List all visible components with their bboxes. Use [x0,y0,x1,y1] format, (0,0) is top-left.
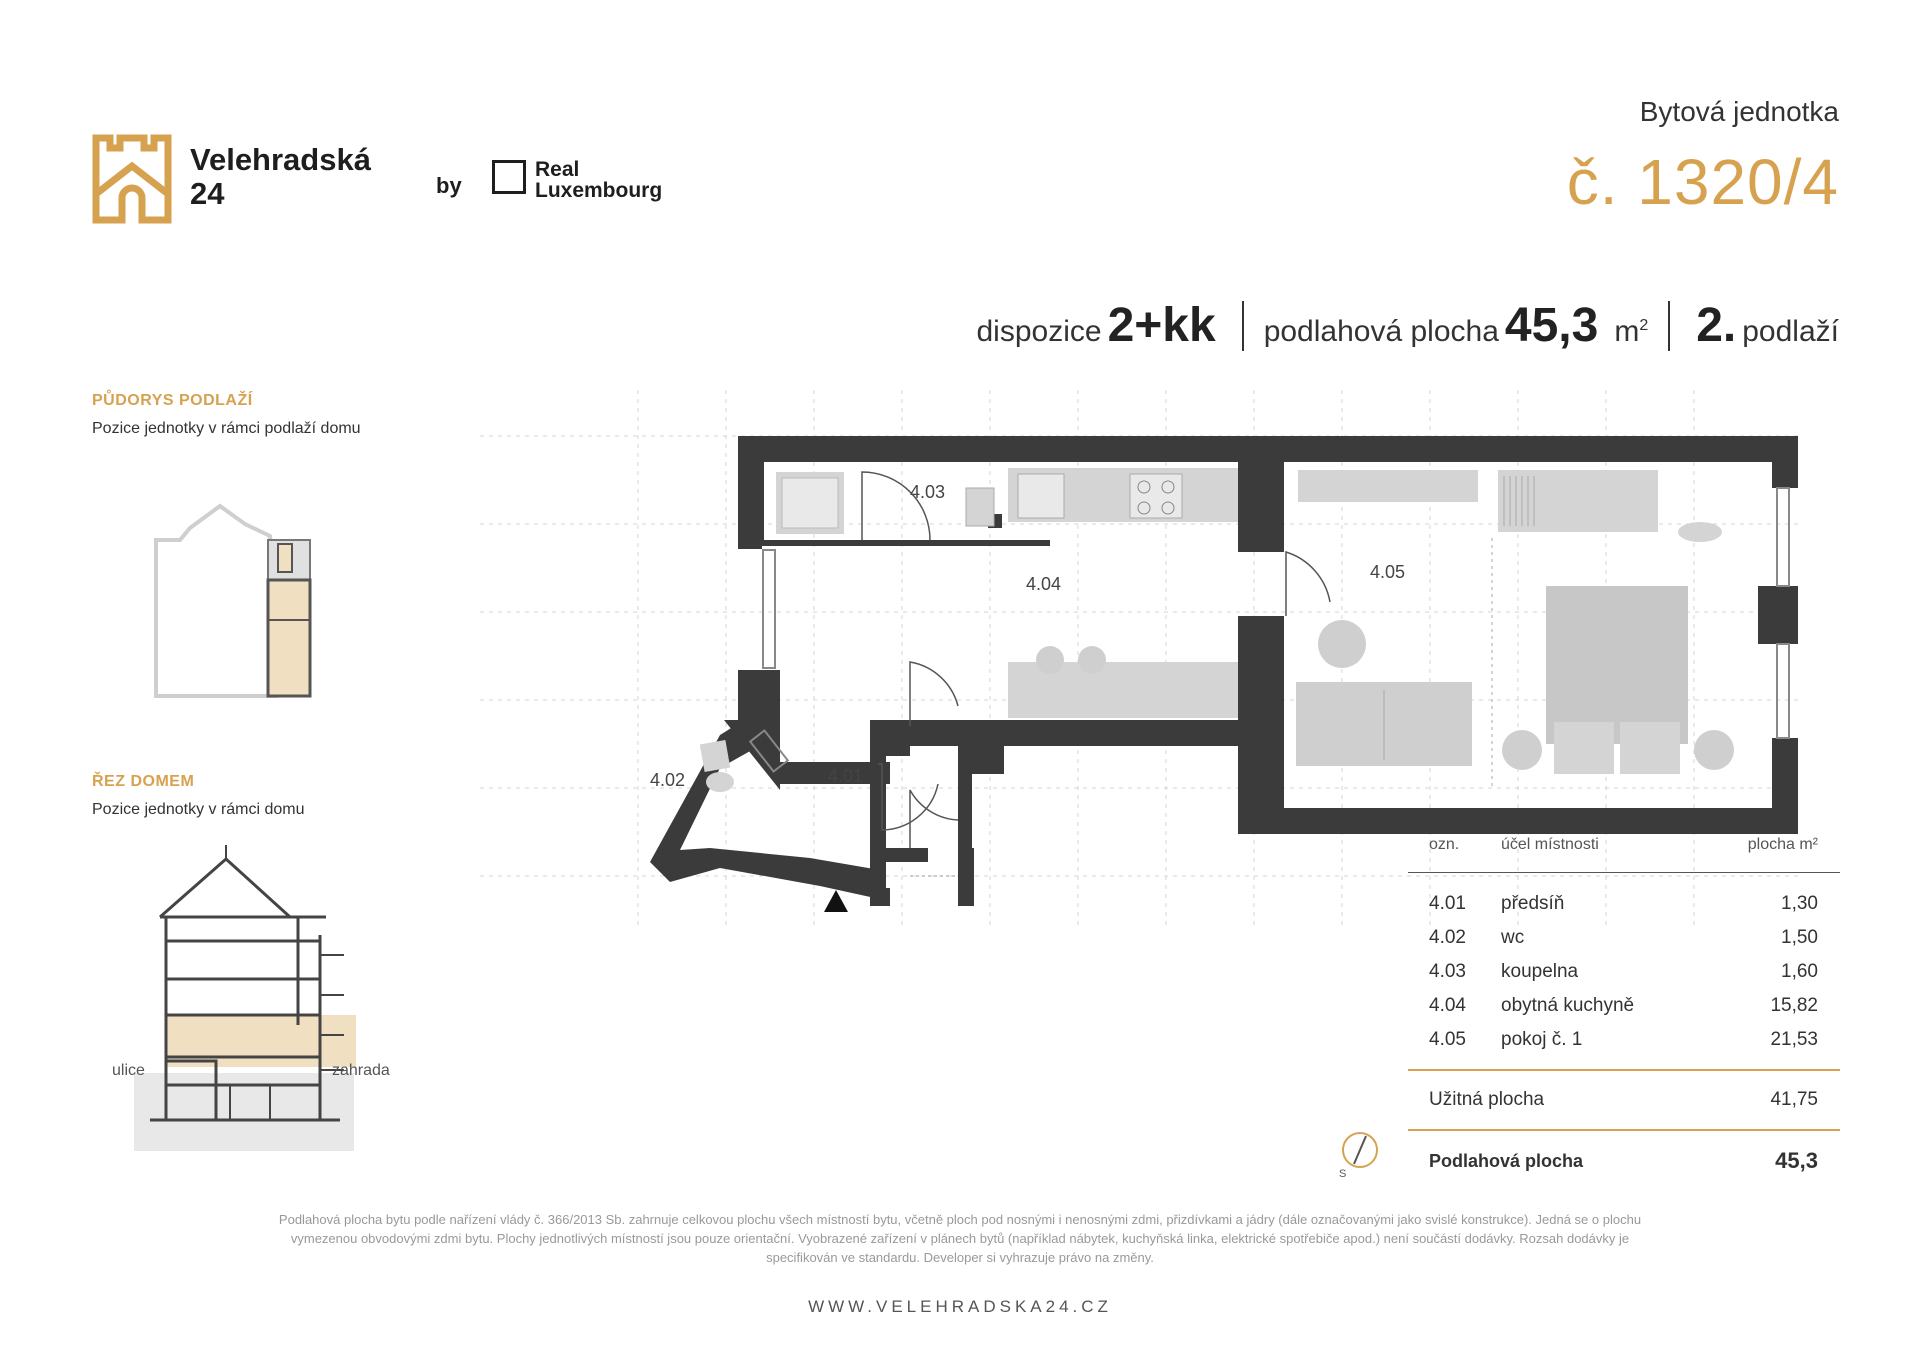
plan-label-4.04: 4.04 [1026,574,1062,594]
room-name: wc [1501,927,1525,948]
room-id: 4.05 [1429,1029,1466,1050]
room-name: pokoj č. 1 [1501,1029,1583,1050]
section-left-label: ulice [112,1062,145,1079]
floor-plan-section-title: PŮDORYS PODLAŽÍ [92,392,253,409]
disclaimer-line: specifikován ve standardu. Developer si vyhrazuje právo na změny. [766,1250,1154,1265]
floor-area-value: 45,3 [1775,1148,1818,1173]
unit-summary [976,298,1839,353]
plan-label-4.01: 4.01 [828,766,864,786]
usable-area-row [1408,1071,1840,1129]
room-area: 21,53 [1770,1029,1818,1050]
room-id: 4.04 [1429,995,1466,1016]
table-divider [1408,872,1840,873]
disclaimer-line: Podlahová plocha bytu podle nařízení vlády č. 366/2013 Sb. zahrnuje celkovou plochu všech místností bytu, včetně ploch pod nosnými i nenosnými zdmi, přizdívkami a jádry (dále označovanými jako svislé konstrukce). Jedná se o plochu [278,1212,1642,1227]
plan-label-4.05: 4.05 [1370,562,1406,582]
floor-value: 2. [1696,299,1737,352]
partner-name-line2: Luxembourg [535,179,663,202]
header-id: ozn. [1429,836,1460,853]
partner-name-line1: Real [535,158,580,181]
table-row [1408,989,1840,1023]
brand-name-line2: 24 [190,176,225,211]
rooms-table [1408,836,1840,1191]
brand-name [190,143,371,211]
disposition-label: dispozice [976,315,1102,348]
rooms-table-header [1408,836,1840,854]
partner-name [535,159,662,201]
table-row [1408,887,1840,921]
room-name: koupelna [1501,961,1579,982]
unit-number: č. 1320/4 [1566,146,1839,218]
footer-disclaimer [100,1210,1820,1267]
plan-label-4.03: 4.03 [910,482,946,502]
compass-label: S [1339,1168,1347,1180]
floor-plan-section-subtitle: Pozice jednotky v rámci podlaží domu [92,420,361,437]
floor-label: podlaží [1742,315,1839,348]
building-section-diagram [130,845,360,1160]
floor-area-row [1408,1131,1840,1191]
unit-label: Bytová jednotka [1639,96,1839,127]
section-right-label: zahrada [332,1062,390,1079]
room-name: předsíň [1501,893,1565,914]
table-row [1408,1023,1840,1057]
brand-name-line1: Velehradská [190,142,371,177]
area-value: 45,3 [1504,299,1599,352]
website-link[interactable]: WWW.VELEHRADSKA24.CZ [808,1297,1112,1316]
room-area: 1,60 [1781,961,1818,982]
room-id: 4.02 [1429,927,1466,948]
room-id: 4.03 [1429,961,1466,982]
room-area: 1,30 [1781,893,1818,914]
room-area: 15,82 [1770,995,1818,1016]
room-id: 4.01 [1429,893,1466,914]
disclaimer-line: vymezenou obvodovými zdmi bytu. Plochy jednotlivých místností jsou pouze orientační. Vyobrazené zařízení v plánech bytů (například nábytek, kuchyňská linka, elektrické spotřebiče apod.) není součástí dodávky. Rozsah dodávky je [290,1231,1630,1246]
usable-area-label: Užitná plocha [1429,1089,1545,1110]
room-name: obytná kuchyně [1501,995,1635,1016]
usable-area-value: 41,75 [1770,1089,1818,1110]
table-row [1408,921,1840,955]
disposition-value: 2+kk [1107,299,1216,352]
building-section-title: ŘEZ DOMEM [92,773,195,790]
floor-position-diagram [150,500,320,705]
brand-logo-icon [92,134,172,229]
table-row [1408,955,1840,989]
brand-by: by [436,173,462,198]
floor-area-label: Podlahová plocha [1429,1150,1584,1171]
summary-divider [1668,301,1670,351]
room-area: 1,50 [1781,927,1818,948]
area-label: podlahová plocha [1263,315,1499,348]
rooms-table-body [1408,887,1840,1057]
partner-logo-icon [492,160,526,194]
header-name: účel místnosti [1501,836,1599,853]
plan-label-4.02: 4.02 [650,770,686,790]
summary-divider [1242,301,1244,351]
area-unit: $m^2$ [1614,315,1649,348]
header-area: plocha m² [1747,836,1818,853]
building-section-subtitle: Pozice jednotky v rámci domu [92,801,305,818]
